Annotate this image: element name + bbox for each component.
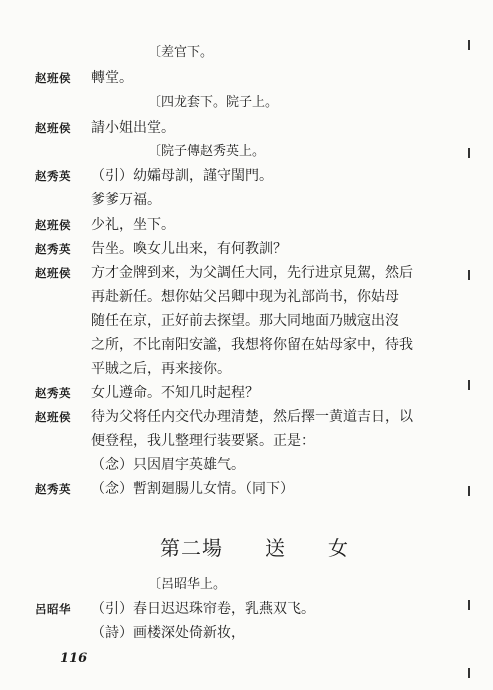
scene-number: 第二場	[160, 536, 223, 560]
speech-text: （引）春日迟迟珠帘卷，乳燕双飞。	[91, 601, 315, 617]
binding-mark	[468, 40, 470, 50]
speaker-name: 赵秀英	[35, 169, 71, 183]
speaker-name: 赵班侯	[35, 410, 71, 424]
binding-mark	[468, 668, 470, 678]
scene-title-word: 送	[265, 536, 286, 560]
binding-mark	[468, 148, 470, 158]
speaker-name: 赵秀英	[35, 242, 71, 256]
speech-text: 少礼，坐下。	[91, 217, 175, 233]
speaker-name: 赵班侯	[35, 218, 71, 232]
speaker-name: 赵班侯	[35, 266, 71, 280]
speech-text: 轉堂。	[91, 70, 133, 86]
binding-mark	[468, 270, 470, 280]
speech-text: （引）幼孀母訓，謹守閨門。	[91, 168, 273, 184]
binding-mark	[468, 380, 470, 390]
speaker-name: 赵秀英	[35, 482, 71, 496]
scene-title-word: 女	[328, 536, 349, 560]
speech-text: 方才金牌到来，为父調任大同，先行进京見駕，然后	[91, 265, 413, 281]
speech-text: 待为父将任内交代办理清楚，然后擇一黄道吉日，以	[91, 409, 413, 425]
speech-text: 女儿遵命。不知几时起程？	[91, 385, 259, 401]
scene-heading	[160, 532, 349, 561]
binding-mark	[468, 486, 470, 496]
speaker-name: 赵秀英	[35, 386, 71, 400]
speaker-name: 赵班侯	[35, 71, 71, 85]
speaker-name: 呂昭华	[35, 602, 71, 616]
page-number: 116	[60, 651, 88, 666]
speech-text: 告坐。喚女儿出来，有何教訓？	[91, 241, 287, 257]
speaker-name: 赵班侯	[35, 121, 71, 135]
speech-text: 請小姐出堂。	[91, 120, 175, 136]
book-page: 〔差官下。 赵班侯 轉堂。 〔四龙套下。院子上。 赵班侯 請小姐出堂。 〔院子傳赵秀英上。 赵秀英 （引）幼孀母訓，謹守閨門。 爹爹万福。 赵班侯 少礼，坐下。 赵秀英 告坐。喚女儿出来，有何教訓？ 赵班侯 方才金牌到来，为父調任大同，先行进京見駕，然后 再赴新任。想你姑父呂卿中现为礼部尚书，你姑母 随任在京，正好前去探望。那大同地面乃賊寇出沒 之所，不比南阳安謐，我想将你留在姑母家中，待我 平賊之后，再来接你。 赵秀英 女儿遵命。不知几时起程？ 赵班侯 待为父将任内交代办理清楚，然后擇一黄道吉日，以 便登程，我儿整理行装要紧。正是： （念）只因眉宇英雄气。 赵秀英 （念）暫割廻腸儿女情。（同下） 第二場 送 女 〔呂昭华上。 呂昭华 （引）春日迟迟珠帘卷，乳燕双飞。 （詩）画楼深处倚新妆， 116	[0, 0, 493, 690]
speech-text: （念）暫割廻腸儿女情。（同下）	[91, 481, 294, 497]
binding-mark	[468, 600, 470, 610]
